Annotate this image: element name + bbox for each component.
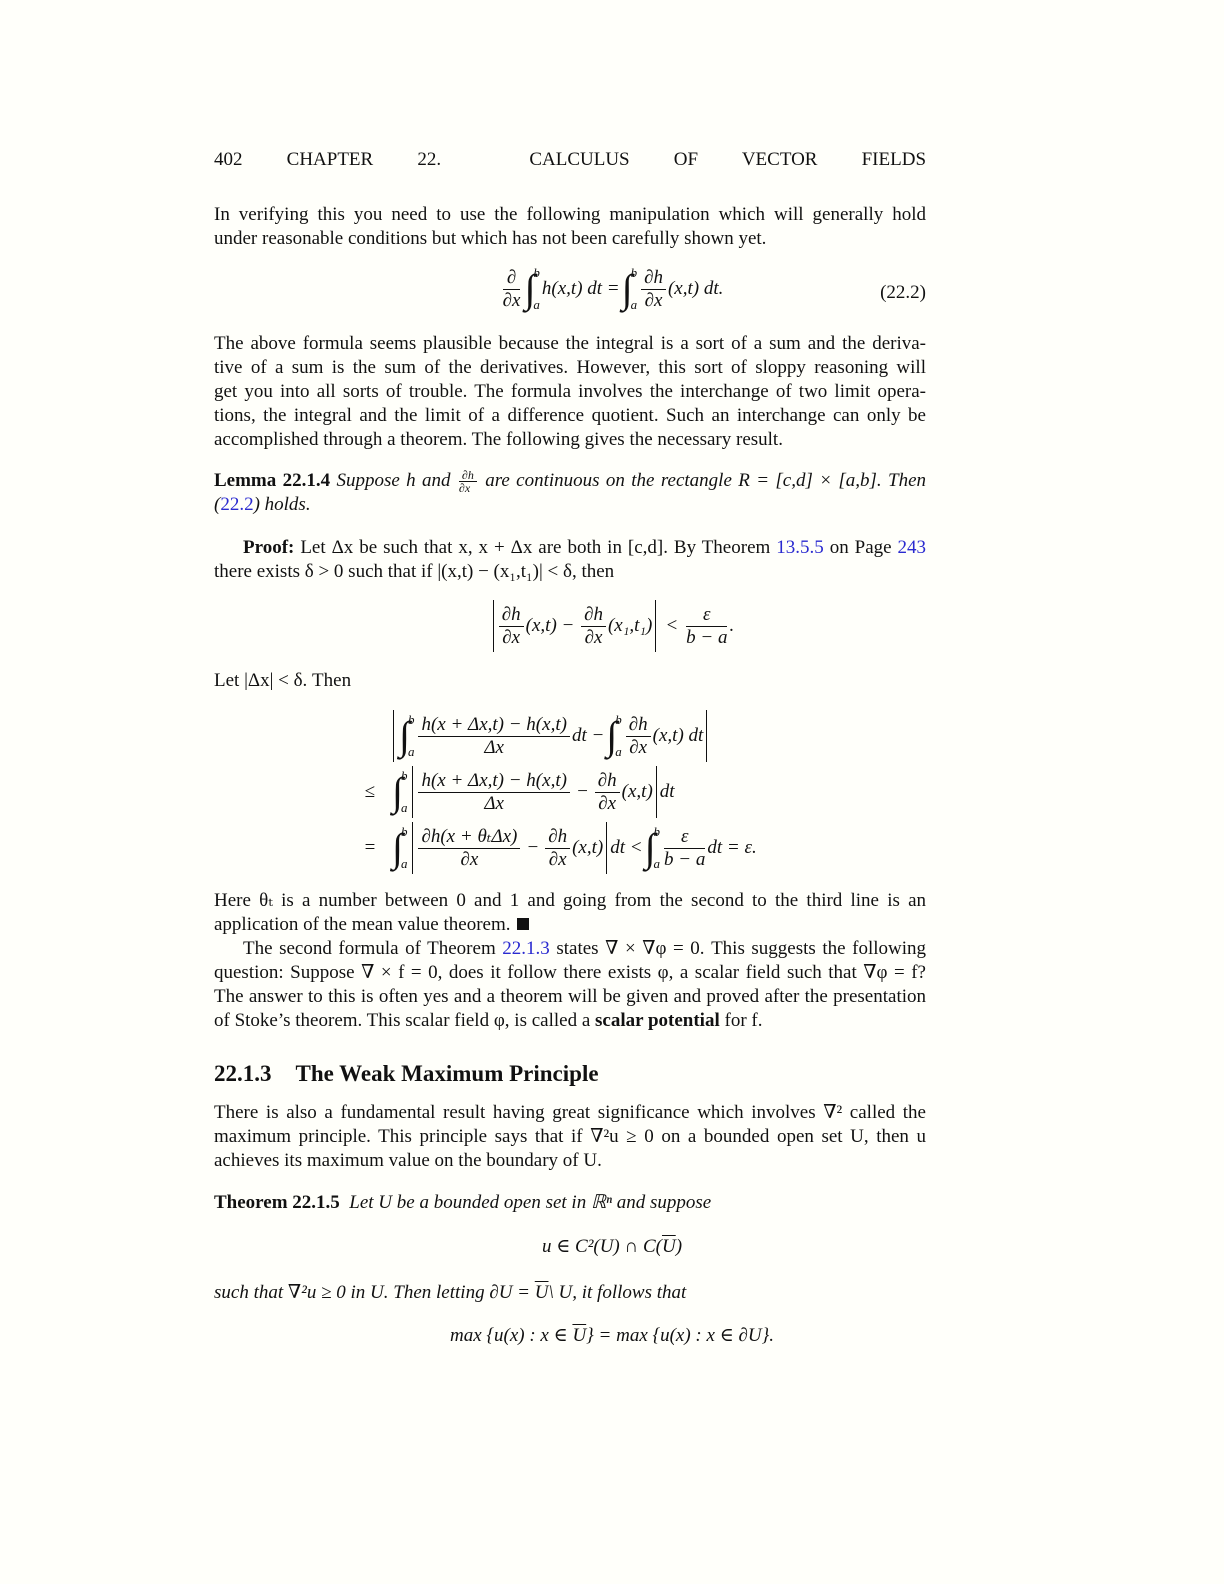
term-scalar-potential: scalar potential xyxy=(595,1010,720,1031)
section-heading xyxy=(214,1061,926,1087)
proof-label: Proof: xyxy=(243,537,295,558)
page-link[interactable]: 243 xyxy=(897,537,927,558)
theorem-22-1-5: Theorem 22.1.5 Let U be a bounded open set in ℝⁿ and suppose xyxy=(214,1192,712,1213)
chain-line-2: ≤ ∫ b a $\frac{h(x + \Delta x,t) - h(x,t)}{\Delta x}$ − $\frac{\partial h}{\partial x}$ (x,t) dt xyxy=(350,764,757,820)
equation-22-2: $\frac{\partial}{\partial x}$ ∫ b a h(x,t) dt = ∫ b a $\frac{\partial h}{\partial x}$ (x,t) dt. xyxy=(502,265,724,312)
lemma-label: Lemma 22.1.4 xyxy=(214,470,331,491)
qed-square-icon xyxy=(517,918,529,930)
integral-sign: ∫ b a xyxy=(621,265,638,312)
theorem-equation-2: max {u(x) : x ∈ $\overline{U}\} = \max \{u(x)$ : x ∈ ∂U}. xyxy=(450,1325,774,1346)
text-line: There is also a fundamental result having great significance which involves ∇² called the xyxy=(214,1102,926,1123)
continuity-inequality: $\frac{\partial h}{\partial x}$ (x,t) − $\frac{\partial h}{\partial x}$ (x₁,t₁) < $\frac{\varepsilon}{b - a}$ . xyxy=(0,600,1224,652)
running-header xyxy=(214,148,926,172)
denominator: ∂x xyxy=(502,289,521,311)
integrand: h(x,t) dt = xyxy=(541,278,620,299)
numerator: ∂ xyxy=(503,267,521,290)
equation-number: (22.2) xyxy=(880,282,926,303)
text-line: The above formula seems plausible because the integral is a sort of a sum and the deriva- xyxy=(214,333,926,354)
section-title: The Weak Maximum Principle xyxy=(295,1061,599,1086)
theorem-link[interactable]: 22.1.3 xyxy=(502,938,550,959)
text-line: maximum principle. This principle says that if ∇²u ≥ 0 on a bounded open set U, then u xyxy=(214,1126,926,1147)
theorem-link[interactable]: 13.5.5 xyxy=(776,537,824,558)
theorem-equation-1: u ∈ C²(U) ∩ $C(\overline{U})$ xyxy=(541,1236,683,1257)
text-line: under reasonable conditions but which has not been carefully shown yet. xyxy=(214,228,767,249)
text-line: The answer to this is often yes and a theorem will be given and proved after the presentation xyxy=(214,986,926,1007)
text-line: get you into all sorts of trouble. The formula involves the interchange of two limit opera- xyxy=(214,381,926,402)
integrand: (x,t) dt. xyxy=(667,278,724,299)
text-line: question: Suppose ∇ × f = 0, does it follow there exists φ, a scalar field such that ∇φ = f? xyxy=(214,962,926,983)
proof: Proof: Let Δx be such that x, x + Δx are both in [c,d]. By Theorem 13.5.5 on Page 243 there exists δ > 0 such that if |(x,t) − (x₁,t₁)| < δ, then xyxy=(214,537,927,582)
integral-sign: ∫ b a xyxy=(524,265,540,312)
text-line: tions, the integral and the limit of a difference quotient. Such an interchange can only be xyxy=(214,405,926,426)
inequality-chain xyxy=(350,708,757,876)
theorem-text: such that ∇²u ≥ 0 in U. Then letting $\partial U = \overline{U}\backslash$ U, it follows that xyxy=(214,1282,687,1303)
intro-paragraph xyxy=(214,203,926,251)
text-line: accomplished through a theorem. The following gives the necessary result. xyxy=(214,429,783,450)
text-line: there exists δ > 0 such that if |(x,t) − (x₁,t₁)| < δ, then xyxy=(214,561,615,582)
text-line: tive of a sum is the sum of the derivatives. However, this sort of sloppy reasoning will xyxy=(214,357,926,378)
text-line: Here θₜ is a number between 0 and 1 and going from the second to the third line is an xyxy=(214,890,926,911)
equation-link[interactable]: 22.2 xyxy=(220,494,254,515)
text-line: achieves its maximum value on the boundary of U. xyxy=(214,1150,602,1171)
paragraph: Here θₜ is a number between 0 and 1 and going from the second to the third line is an application of the mean value theorem. xyxy=(214,890,926,935)
chapter-title: CHAPTER 22. CALCULUS OF VECTOR FIELDS xyxy=(286,149,927,170)
text-line: In verifying this you need to use the following manipulation which will generally hold xyxy=(214,204,926,225)
page-number: 402 xyxy=(214,149,243,170)
lemma-22-1-4: Lemma 22.1.4 Suppose h and $\frac{\partial h}{\partial x}$ are continuous on the rectangle R = [c,d] × [a,b]. Then (22.2) holds. xyxy=(214,468,927,515)
theorem-label: Theorem 22.1.5 xyxy=(214,1192,340,1213)
paragraph: The second formula of Theorem 22.1.3 states ∇ × ∇φ = 0. This suggests the following question: Suppose ∇ × f = 0, does it follow there exists φ, a scalar field such that ∇φ = f? The answer to this is often yes and a theorem will be given and proved after the presentation of Stoke’s theorem. This scalar field φ, is called a scalar potential for f. xyxy=(214,938,927,1031)
lemma-text: ) holds. xyxy=(253,494,311,515)
paragraph xyxy=(214,1101,926,1173)
text-line: Let |Δx| < δ. Then xyxy=(214,670,352,691)
chain-line-3: = ∫ b a $\frac{\text{∂h(x + θₜΔx)}}{\partial x}$ − $\frac{\partial h}{\partial x}$ (x,t) dt < ∫ b a $\frac{\varepsilon}{b - a}$ dt = ε. xyxy=(350,820,757,876)
paragraph xyxy=(214,332,926,452)
lemma-text: Suppose h and xyxy=(336,470,451,491)
section-number: 22.1.3 xyxy=(214,1061,272,1086)
chain-line-1: ∫ b a $\frac{h(x + \Delta x,t) - h(x,t)}{\Delta x}$ dt − ∫ b a $\frac{\partial h}{\partial x}$ (x,t) dt xyxy=(350,708,757,764)
lemma-text: are continuous on the rectangle R = [c,d] × [a,b]. Then xyxy=(485,470,927,491)
